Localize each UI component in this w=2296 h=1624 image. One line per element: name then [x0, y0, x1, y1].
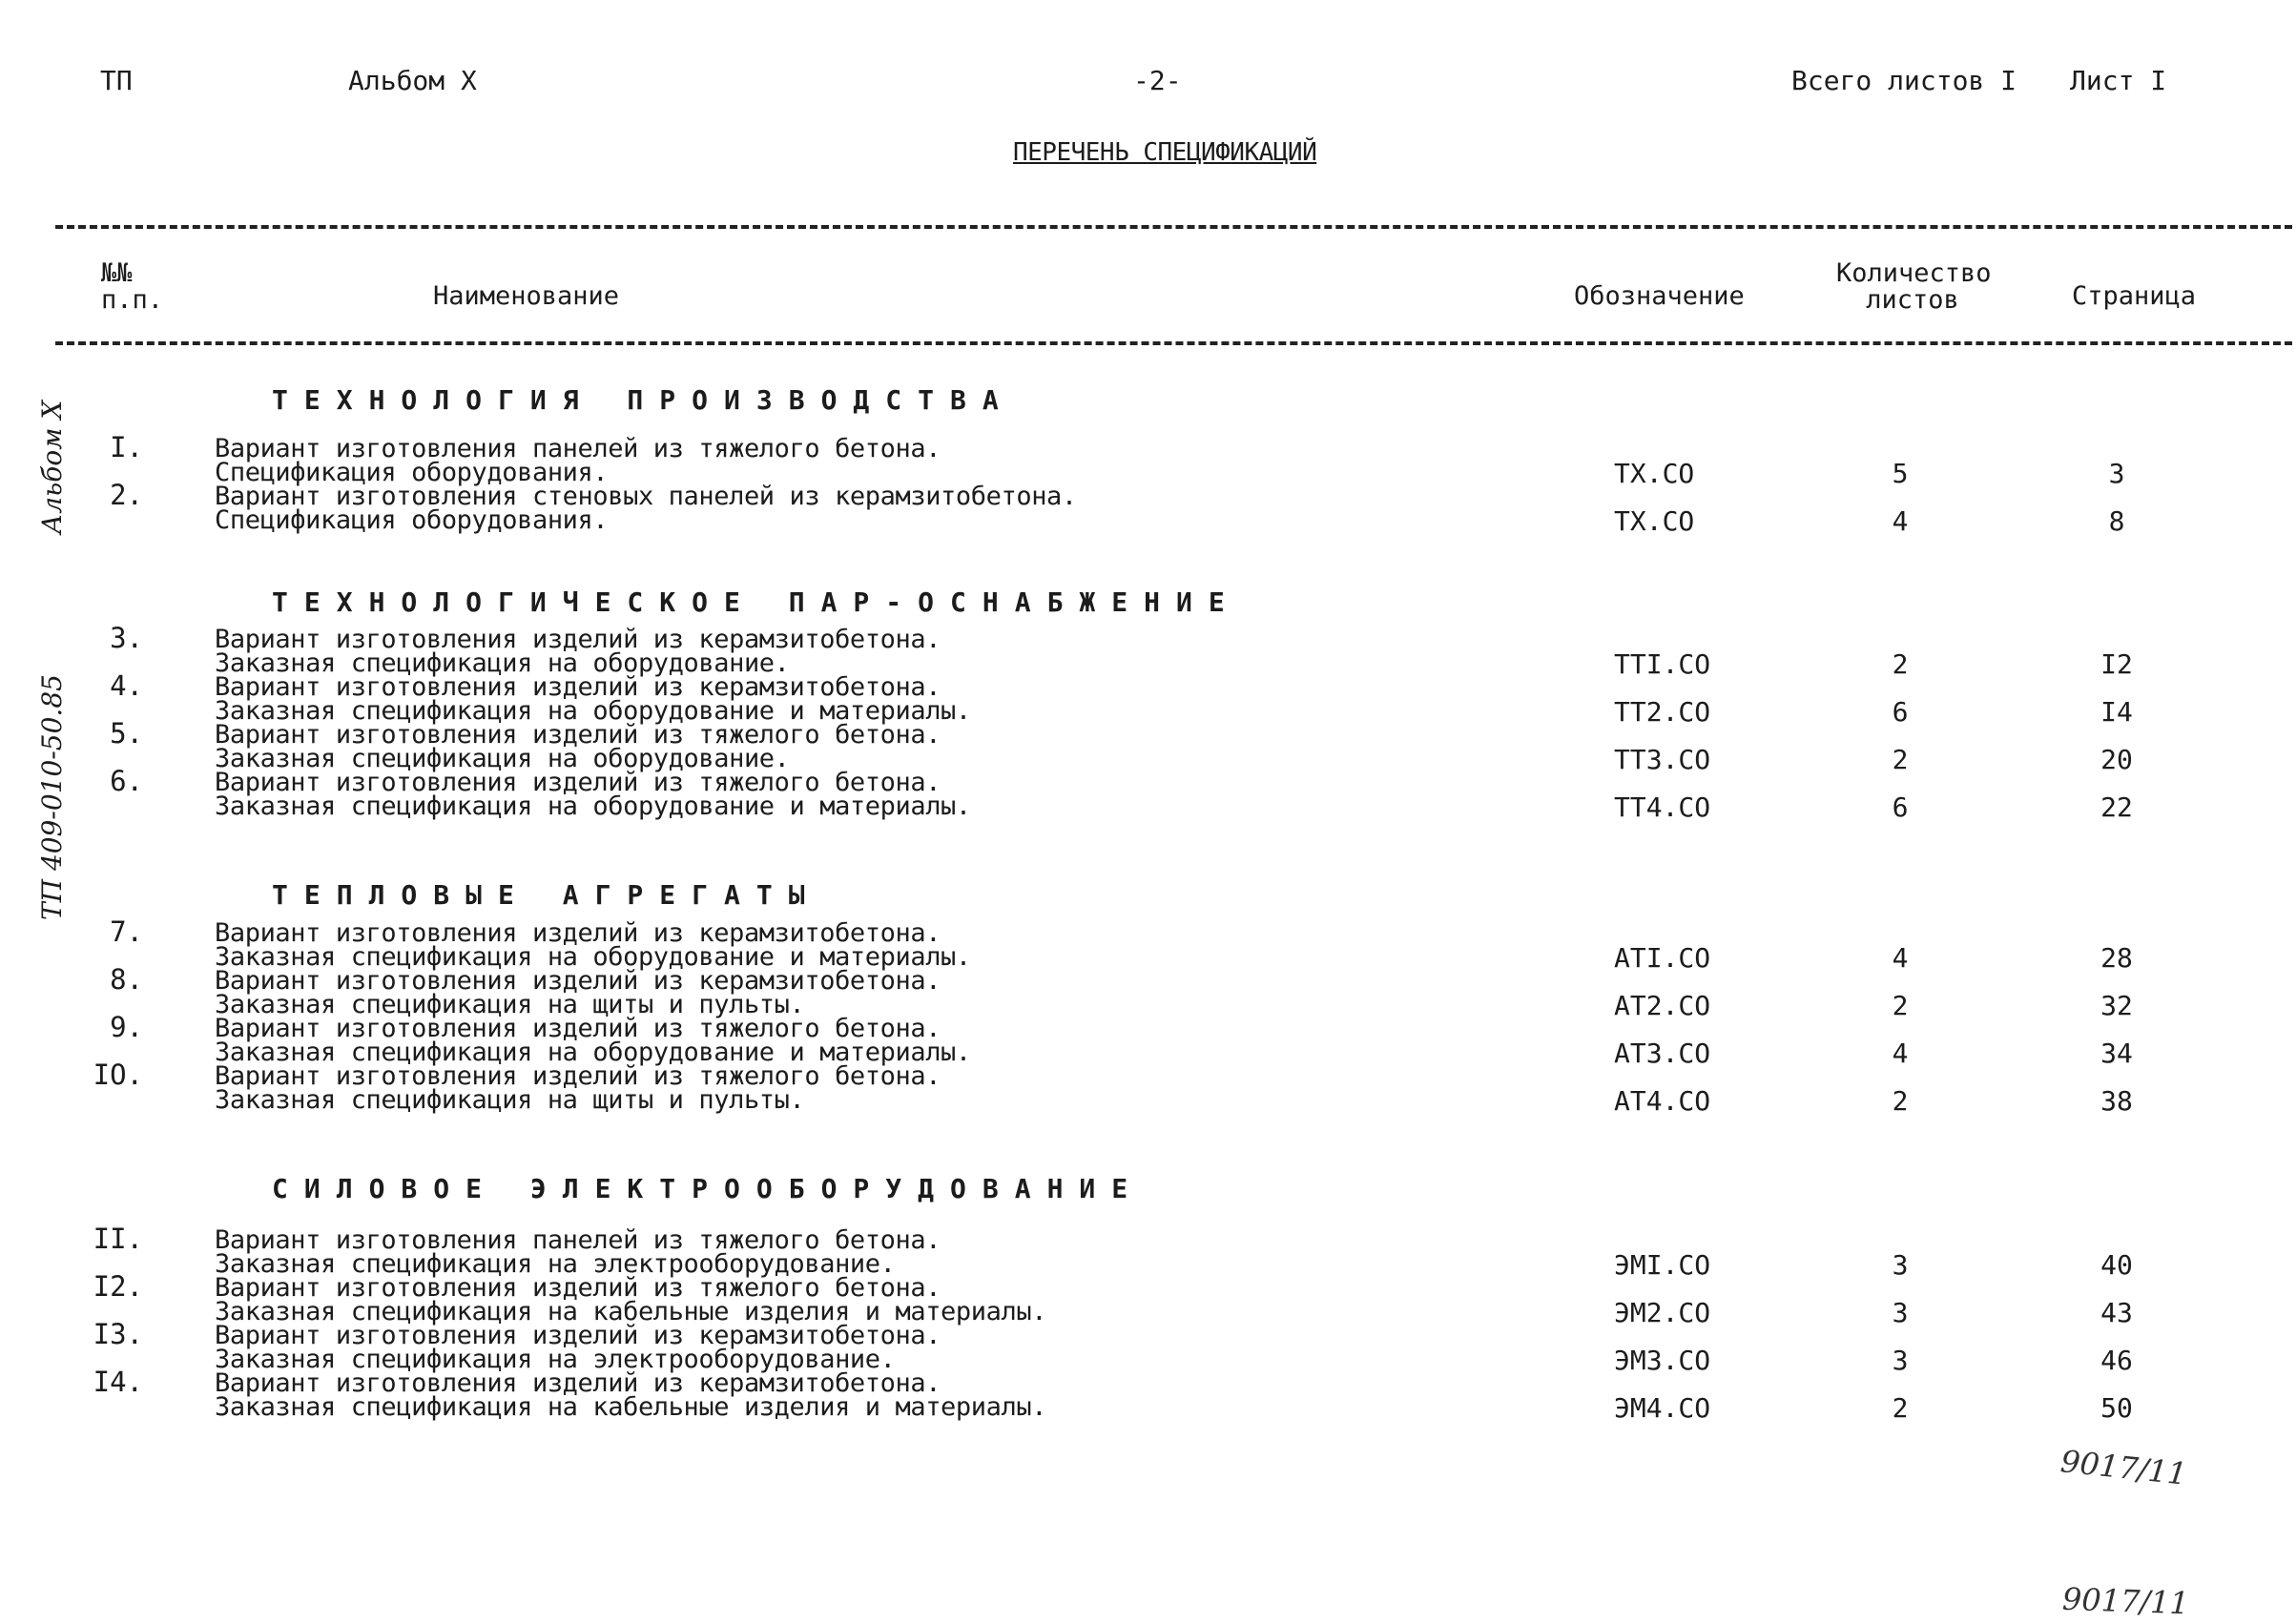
- item-number: I.: [110, 431, 143, 463]
- item-name-line2: Заказная спецификация на щиты и пульты.: [215, 1085, 805, 1115]
- item-name-line2: Спецификация оборудования.: [215, 505, 609, 535]
- item-name-line1: Вариант изготовления панелей из тяжелого бетона.: [215, 1225, 941, 1255]
- dashed-rule-header-bottom: [55, 341, 2292, 345]
- item-page: 43: [2100, 1297, 2133, 1328]
- item-name-line2: Заказная спецификация на оборудование.: [215, 744, 790, 773]
- item-name-line2: Заказная спецификация на оборудование и материалы.: [215, 791, 971, 821]
- header-album: Альбом X: [348, 65, 477, 96]
- item-number: 2.: [110, 479, 143, 511]
- item-designation: АТ2.СО: [1614, 990, 1711, 1021]
- item-designation: ЭМ3.СО: [1614, 1345, 1711, 1376]
- header-total-sheets: Всего листов I: [1791, 65, 2017, 96]
- item-name-line2: Заказная спецификация на кабельные изделия и материалы.: [215, 1392, 1047, 1422]
- item-designation: ЭМI.СО: [1614, 1249, 1711, 1281]
- item-name-line1: Вариант изготовления изделий из тяжелого бетона.: [215, 1014, 941, 1043]
- item-number: 4.: [110, 669, 143, 702]
- item-page: 22: [2100, 791, 2133, 823]
- item-name-line2: Заказная спецификация на оборудование.: [215, 648, 790, 678]
- item-name-line1: Вариант изготовления изделий из керамзитобетона.: [215, 966, 941, 996]
- item-name-line2: Заказная спецификация на электрооборудование.: [215, 1249, 896, 1279]
- item-designation: ЭМ4.СО: [1614, 1392, 1711, 1424]
- column-name: Наименование: [433, 281, 620, 311]
- item-name-line2: Заказная спецификация на оборудование и материалы.: [215, 942, 971, 972]
- item-designation: ТХ.СО: [1614, 505, 1695, 537]
- item-designation: ТТ2.СО: [1614, 696, 1711, 728]
- item-sheet-count: 2: [1892, 648, 1909, 680]
- section-title: ТЕПЛОВЫЕ АГРЕГАТЫ: [272, 879, 821, 911]
- item-sheet-count: 3: [1892, 1297, 1909, 1328]
- item-name-line2: Заказная спецификация на электрооборудование.: [215, 1345, 896, 1374]
- item-number: 5.: [110, 717, 143, 750]
- item-name-line1: Вариант изготовления стеновых панелей из керамзитобетона.: [215, 482, 1077, 511]
- item-page: 28: [2100, 942, 2133, 974]
- item-name-line2: Заказная спецификация на щиты и пульты.: [215, 990, 805, 1019]
- item-page: 8: [2108, 505, 2125, 537]
- margin-album-label: Альбом X: [36, 400, 68, 534]
- item-name-line1: Вариант изготовления изделий из керамзитобетона.: [215, 672, 941, 702]
- column-number-line2: п.п.: [101, 285, 164, 315]
- column-page: Страница: [2072, 281, 2197, 311]
- margin-project-label: ТП 409-010-50.85: [36, 674, 68, 920]
- item-sheet-count: 3: [1892, 1249, 1909, 1281]
- item-name-line2: Спецификация оборудования.: [215, 458, 609, 487]
- column-number-line1: №№: [101, 258, 133, 288]
- header-page-number: -2-: [1133, 65, 1182, 96]
- handwritten-note: 9017/11: [2058, 1443, 2189, 1492]
- item-designation: ТТ3.СО: [1614, 744, 1711, 775]
- column-quantity: [1836, 258, 1992, 315]
- item-sheet-count: 2: [1892, 990, 1909, 1021]
- item-number: 6.: [110, 765, 143, 797]
- item-sheet-count: 4: [1892, 505, 1909, 537]
- item-sheet-count: 6: [1892, 791, 1909, 823]
- item-sheet-count: 5: [1892, 458, 1909, 489]
- document-title: ПЕРЕЧЕНЬ СПЕЦИФИКАЦИЙ: [1013, 138, 1317, 167]
- item-page: 50: [2100, 1392, 2133, 1424]
- item-page: I2: [2100, 648, 2133, 680]
- column-quantity-line1: Количество: [1836, 258, 1992, 288]
- item-page: 40: [2100, 1249, 2133, 1281]
- item-sheet-count: 4: [1892, 1038, 1909, 1069]
- item-designation: АТ3.СО: [1614, 1038, 1711, 1069]
- item-sheet-count: 6: [1892, 696, 1909, 728]
- item-sheet-count: 2: [1892, 744, 1909, 775]
- item-name-line1: Вариант изготовления панелей из тяжелого бетона.: [215, 434, 941, 463]
- item-number: I3.: [93, 1318, 143, 1350]
- header-sheet: Лист I: [2070, 65, 2167, 96]
- item-name-line1: Вариант изготовления изделий из тяжелого бетона.: [215, 1273, 941, 1303]
- item-page: I4: [2100, 696, 2133, 728]
- item-number: 7.: [110, 915, 143, 948]
- handwritten-note: 9017/11: [2061, 1580, 2190, 1622]
- item-number: II.: [93, 1223, 143, 1255]
- item-name-line2: Заказная спецификация на кабельные изделия и материалы.: [215, 1297, 1047, 1326]
- section-title: ТЕХНОЛОГИЯ ПРОИЗВОДСТВА: [272, 384, 1015, 416]
- item-designation: ТХ.СО: [1614, 458, 1695, 489]
- item-page: 32: [2100, 990, 2133, 1021]
- item-page: 3: [2108, 458, 2125, 489]
- item-number: IO.: [93, 1059, 143, 1091]
- item-page: 38: [2100, 1085, 2133, 1117]
- item-name-line1: Вариант изготовления изделий из керамзитобетона.: [215, 1368, 941, 1398]
- item-name-line2: Заказная спецификация на оборудование и материалы.: [215, 1038, 971, 1067]
- item-designation: ТТ4.СО: [1614, 791, 1711, 823]
- item-designation: ЭМ2.СО: [1614, 1297, 1711, 1328]
- column-designation: Обозначение: [1574, 281, 1745, 311]
- column-number: [101, 260, 163, 314]
- section-title: ТЕХНОЛОГИЧЕСКОЕ ПАР-ОСНАБЖЕНИЕ: [272, 586, 1241, 618]
- section-title: СИЛОВОЕ ЭЛЕКТРООБОРУДОВАНИЕ: [272, 1173, 1145, 1204]
- item-number: 9.: [110, 1011, 143, 1043]
- item-name-line1: Вариант изготовления изделий из тяжелого бетона.: [215, 768, 941, 797]
- item-name-line1: Вариант изготовления изделий из тяжелого бетона.: [215, 1061, 941, 1091]
- item-sheet-count: 2: [1892, 1085, 1909, 1117]
- item-number: I2.: [93, 1270, 143, 1303]
- dashed-rule-top: [55, 225, 2292, 229]
- item-sheet-count: 4: [1892, 942, 1909, 974]
- item-designation: АТI.СО: [1614, 942, 1711, 974]
- item-page: 34: [2100, 1038, 2133, 1069]
- item-designation: ТТI.СО: [1614, 648, 1711, 680]
- item-number: 3.: [110, 622, 143, 654]
- header-tp: ТП: [100, 65, 133, 96]
- item-number: 8.: [110, 963, 143, 996]
- item-number: I4.: [93, 1366, 143, 1398]
- item-name-line1: Вариант изготовления изделий из керамзитобетона.: [215, 625, 941, 654]
- column-quantity-line2: листов: [1866, 285, 1959, 315]
- item-designation: АТ4.СО: [1614, 1085, 1711, 1117]
- item-page: 20: [2100, 744, 2133, 775]
- item-sheet-count: 2: [1892, 1392, 1909, 1424]
- item-name-line2: Заказная спецификация на оборудование и материалы.: [215, 696, 971, 726]
- item-name-line1: Вариант изготовления изделий из керамзитобетона.: [215, 1321, 941, 1350]
- item-name-line1: Вариант изготовления изделий из керамзитобетона.: [215, 918, 941, 948]
- item-name-line1: Вариант изготовления изделий из тяжелого бетона.: [215, 720, 941, 750]
- item-page: 46: [2100, 1345, 2133, 1376]
- item-sheet-count: 3: [1892, 1345, 1909, 1376]
